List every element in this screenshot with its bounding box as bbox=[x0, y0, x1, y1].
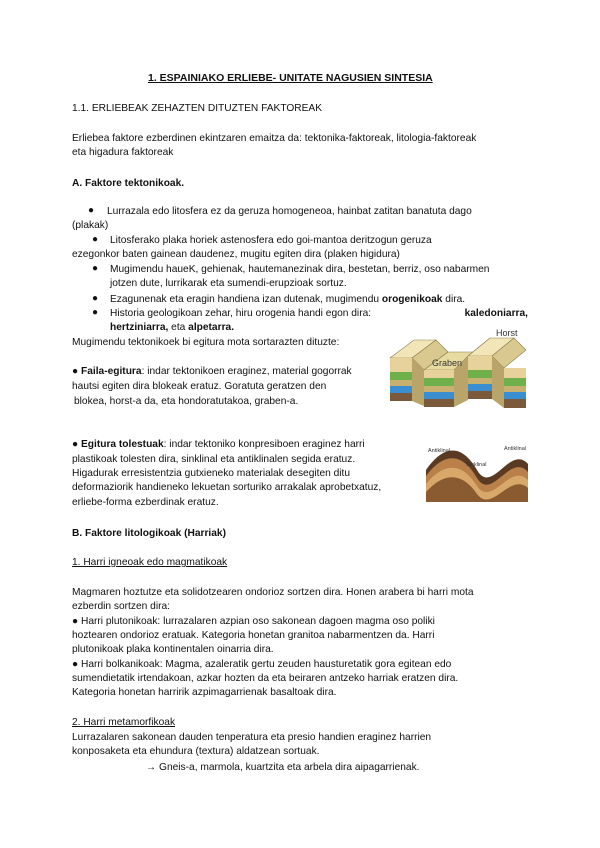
bullet-icon: ● bbox=[92, 307, 99, 318]
fold-label-right: Antiklinal bbox=[504, 446, 527, 452]
fold-label-left: Antiklinal bbox=[428, 448, 451, 454]
subsection-b1-title: 1. Harri igneoak edo magmatikoak bbox=[72, 557, 228, 568]
fold-line-5: erliebe-forma ezberdinak eratuz. bbox=[72, 497, 219, 508]
fold-label: Egitura tolestuak bbox=[80, 439, 164, 450]
orogeny-alpetarra: alpetarra. bbox=[188, 322, 235, 333]
bullet-icon: ● bbox=[72, 439, 81, 450]
b1-line-3: ● Harri plutonikoak: lurrazalaren azpian oso sakonean dagoen magma oso poliki bbox=[72, 616, 435, 627]
bullet-a5-line-2 bbox=[110, 321, 234, 335]
fold-label-center: Sinklinal bbox=[466, 462, 487, 468]
section-subtitle: 1.1. ERLIEBEAK ZEHAZTEN DITUZTEN FAKTOREAK bbox=[72, 103, 323, 114]
structure-intro: Mugimendu tektonikoek bi egitura mota sortarazten dituzte: bbox=[72, 337, 340, 348]
fold-diagram bbox=[424, 440, 530, 502]
faila-line-2: hautsi egiten dira blokeak eratuz. Goratuta geratzen den bbox=[72, 381, 327, 392]
bullet-icon: ● bbox=[92, 263, 99, 274]
orogenic-term: orogenikoak bbox=[381, 294, 443, 305]
bullet-icon: ● bbox=[92, 234, 99, 245]
b1-line-7: sumendietatik irtendakoan, azkar hozten da eta beiraren antzeko harriak eratzen dira. bbox=[72, 673, 459, 684]
b1-line-6: ● Harri bolkanikoak: Magma, azaleratik gertu zeuden hausturetatik gora egitean edo bbox=[72, 659, 452, 670]
bullet-icon: ● bbox=[92, 293, 99, 304]
graben-label: Graben bbox=[432, 358, 463, 368]
bullet-a2-line-2: ezegonkor baten gainean daudenez, mugitu egiten dira (plaken higidura) bbox=[72, 249, 400, 260]
bullet-a5-line-1 bbox=[110, 307, 528, 321]
fold-line-2: plastikoak tolesten dira, sinklinal eta antiklinalen segida eratuz. bbox=[72, 454, 356, 465]
bullet-a4 bbox=[110, 293, 465, 307]
intro-line-1: Erliebea faktore ezberdinen ekintzaren emaitza da: tektonika-faktoreak, litologia-faktoreak bbox=[72, 133, 477, 144]
bullet-a3-line-2: jotzen dute, lurrikarak eta sumendi-erupzioak sortuz. bbox=[110, 278, 347, 289]
b1-line-1: Magmaren hoztutze eta solidotzearen ondorioz sortzen dira. Honen arabera bi harri mota bbox=[72, 587, 474, 598]
bullet-a5-and: eta bbox=[168, 322, 189, 333]
b1-line-5: plutonikoak plaka kontinentalen oinarria dira. bbox=[72, 644, 274, 655]
bullet-a4-end: dira. bbox=[442, 294, 466, 305]
bullet-a1-line-1: Lurrazala edo litosfera ez da geruza homogeneoa, hainbat zatitan banatuta dago bbox=[107, 206, 472, 217]
b1-line-2: ezberdin sortzen dira: bbox=[72, 601, 170, 612]
horst-graben-diagram bbox=[388, 328, 530, 423]
orogeny-kaledoniarra: kaledoniarra, bbox=[464, 308, 528, 319]
bullet-icon: ● bbox=[88, 205, 95, 216]
faila-line-1 bbox=[72, 365, 352, 379]
fold-line-1 bbox=[72, 438, 408, 452]
bullet-a3-line-1: Mugimendu haueK, gehienak, hautemanezinak dira, bestetan, berriz, oso nabarmen bbox=[110, 264, 490, 275]
b2-line-3: → Gneis-a, marmola, kuartzita eta arbela dira aipagarrienak. bbox=[146, 762, 420, 773]
bullet-a5-text: Historia geologikoan zehar, hiru orogenia handi egon dira: bbox=[110, 308, 372, 319]
bullet-a4-text: Ezagunenak eta eragin handiena izan dutenak, mugimendu bbox=[110, 294, 382, 305]
faila-text-1: : indar tektonikoen eraginez, material gogorrak bbox=[141, 366, 352, 377]
b2-line-2: konposaketa eta ehundura (textura) aldatzean sortuak. bbox=[72, 746, 320, 757]
b1-line-4: hoztearen ondorioz eratuak. Kategoria honetan granitoa nabarmentzen da. Harri bbox=[72, 630, 435, 641]
faila-label: Faila-egitura bbox=[80, 366, 142, 377]
intro-line-2: eta higadura faktoreak bbox=[72, 147, 174, 158]
section-a-heading: A. Faktore tektonikoak. bbox=[72, 178, 185, 189]
bullet-a2-line-1: Litosferako plaka horiek astenosfera edo goi-mantoa deritzogun geruza bbox=[110, 235, 432, 246]
orogeny-hertziniarra: hertziniarra, bbox=[110, 322, 169, 333]
bullet-icon: ● bbox=[72, 366, 81, 377]
horst-label: Horst bbox=[496, 328, 518, 338]
faila-line-3: blokea, horst-a da, eta hondoratutakoa, graben-a. bbox=[74, 396, 299, 407]
fold-line-4: deformaziorik handieneko lekuetan sorturiko arrakalak aprobetxatuz, bbox=[72, 482, 382, 493]
b2-line-1: Lurrazalaren sakonean dauden tenperatura eta presio handien eraginez harrien bbox=[72, 732, 432, 743]
fold-line-1-text bbox=[72, 438, 365, 452]
bullet-a1-line-2: (plakak) bbox=[72, 220, 109, 231]
fold-text-1: : indar tektoniko konpresiboen eraginez harri bbox=[163, 439, 365, 450]
b1-line-8: Kategoria honetan harririk azpimagarrienak basaltoak dira. bbox=[72, 687, 337, 698]
fold-line-3: Higadurak erresistentzia gutxieneko materialak desegiten ditu bbox=[72, 468, 351, 479]
section-b-heading: B. Faktore litologikoak (Harriak) bbox=[72, 528, 226, 539]
subsection-b2-title: 2. Harri metamorfikoak bbox=[72, 717, 176, 728]
page-title: 1. ESPAINIAKO ERLIEBE- UNITATE NAGUSIEN SINTESIA bbox=[148, 72, 433, 84]
